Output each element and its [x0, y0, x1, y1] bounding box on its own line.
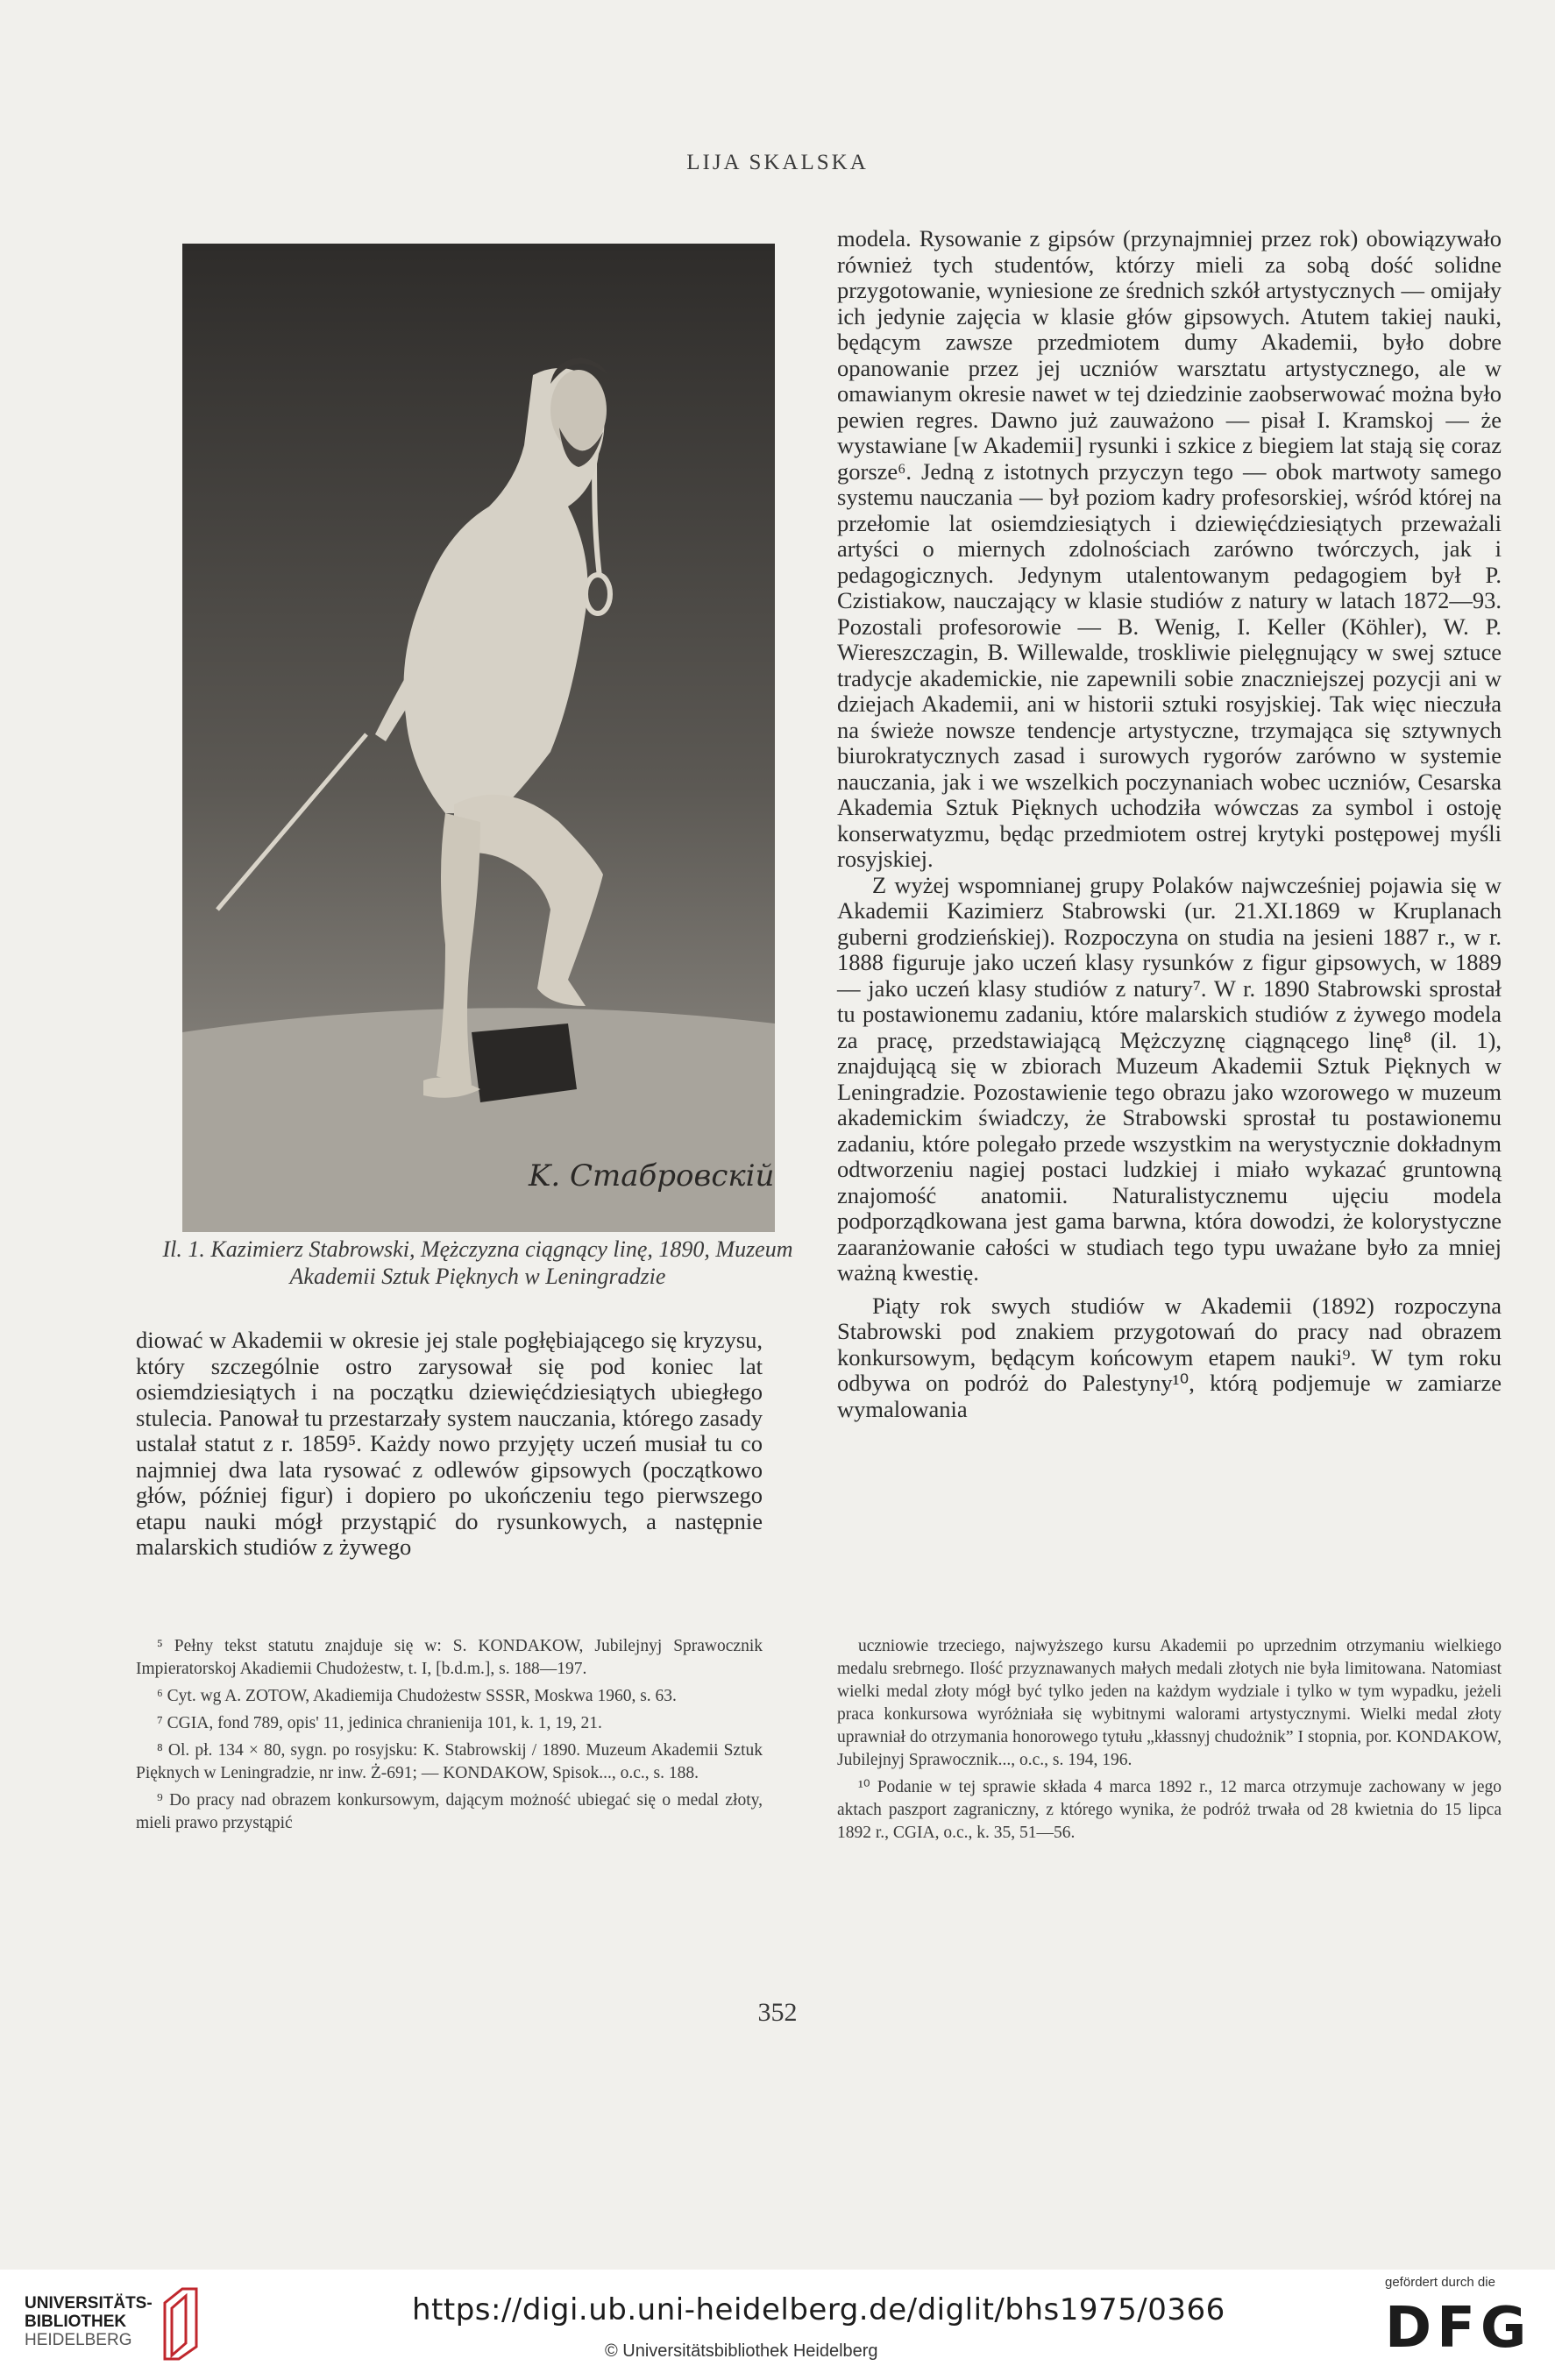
footnote: uczniowie trzeciego, najwyższego kursu Akademii po uprzednim otrzymaniu wielkiego medalu srebrnego. Ilość przyznawanych małych medali złotych nie była limitowana. Natomiast wielki medal złoty mógł być tylko jeden na każdym wydziale i tylko w tym wypadku, jeżeli praca konkursowa wyróżniała się wybitnymi walorami artystycznymi. Wielki medal złoty uprawniał do otrzymania honorowego tytułu „kłassnyj chudożnik” I stopnia, por. KONDAKOW, Jubilejnyj Sprawocznik..., o.c., s. 194, 196. — [837, 1637, 1502, 1769]
body-paragraph: Piąty rok swych studiów w Akademii (1892) rozpoczyna Stabrowski pod znakiem przygotowań do pracy nad obrazem konkursowym, będącym końcowym etapem nauki⁹. W tym roku odbywa on podróż do Palestyny¹⁰, którą podjemuje w zamiarze wymalowania — [837, 1292, 1502, 1422]
permalink-url[interactable]: https://digi.ub.uni-heidelberg.de/diglit/bhs1975/0366 — [412, 2292, 1225, 2327]
footnote: ⁷ CGIA, fond 789, opis' 11, jedinica chranienija 101, k. 1, 19, 21. — [157, 1714, 602, 1732]
footnote: ⁵ Pełny tekst statutu znajduje się w: S. KONDAKOW, Jubilejnyj Sprawocznik Impieratorskoj Akadiemii Chudożestw, t. I, [b.d.m.], s. 188—197. — [136, 1637, 763, 1678]
footnote: ⁸ Ol. pł. 134 × 80, sygn. po rosyjsku: K. Stabrowskij / 1890. Muzeum Akademii Sztuk Pięknych w Leningradzie, nr inw. Ż-691; — KONDAKOW, Spisok..., o.c., s. 188. — [136, 1741, 763, 1782]
left-text-column — [136, 1328, 763, 1561]
figure-caption: Il. 1. Kazimierz Stabrowski, Mężczyzna ciągnący linę, 1890, Muzeum Akademii Sztuk Pięknych w Leningradzie — [162, 1236, 793, 1289]
sponsor-label: gefördert durch die — [1385, 2275, 1495, 2290]
dfg-logo[interactable]: DFG — [1385, 2296, 1532, 2361]
running-header: LIJA SKALSKA — [686, 151, 869, 174]
footer-bar — [0, 2270, 1555, 2380]
library-name-line: UNIVERSITÄTS- — [25, 2294, 153, 2313]
footnotes-left — [136, 1635, 763, 1839]
footnotes-right — [837, 1635, 1502, 1849]
footnote: ⁶ Cyt. wg A. ZOTOW, Akadiemija Chudożestw SSSR, Moskwa 1960, s. 63. — [157, 1687, 677, 1705]
library-name-line: HEIDELBERG — [25, 2331, 132, 2349]
body-paragraph: modela. Rysowanie z gipsów (przynajmniej przez rok) obowiązywało również tych studentów, którzy mieli za sobą dość solidne przygotowanie, wyniesione ze średnich szkół artystycznych — omijały ich jedynie zajęcia w klasie głów gipsowych. Atutem takiej nauki, będącym zawsze przedmiotem dumy Akademii, było dobre opanowanie przez jej uczniów warsztatu artystycznego, ale w omawianym okresie nawet w tej dziedzinie zaobserwować można było pewien regres. Dawno już zauważono — pisał I. Kramskoj — że wystawiane [w Akademii] rysunki i szkice z biegiem lat stają się coraz gorsze⁶. Jedną z istotnych przyczyn tego — obok martwoty samego systemu nauczania — był poziom kadry profesorskiej, wśród której na przełomie lat osiemdziesiątych i dziewięćdziesiątych przeważali artyści o miernych zdolnościach zarówno twórczych, jak i pedagogicznych. Jedynym utalentowanym pedagogiem był P. Czistiakow, nauczający w klasie studiów z natury w latach 1872—93. Pozostali profesorowie — B. Wenig, I. Keller (Köhler), W. P. Wiereszczagin, B. Willewalde, troskliwie pielęgnujący w swej sztuce tradycje akademickie, nie zapewnili sobie znaczniejszej pozycji ani w dziejach Akademii, ani w historii sztuki rosyjskiej. Tak więc nieczuła na świeże nowsze tendencje artystyczne, trzymająca się sztywnych biurokratycznych zasad i surowych rygorów zarówno w systemie nauczania, jak i we wszelkich poczynaniach wobec uczniów, Cesarska Akademia Sztuk Pięknych uchodziła wówczas za symbol i ostoję konserwatyzmu, będąc przedmiotem ostrej krytyki postępowej myśli rosyjskiej. — [837, 225, 1502, 872]
body-paragraph: Z wyżej wspomnianej grupy Polaków najwcześniej pojawia się w Akademii Kazimierz Stabrowski (ur. 21.XI.1869 w Kruplanach guberni grodzieńskiej). Rozpoczyna on studia na jesieni 1887 r., w r. 1888 figuruje jako uczeń klasy rysunków z figur gipsowych, w 1889 — jako uczeń klasy studiów z natury⁷. W r. 1890 Stabrowski sprostał tu postawionemu zadaniu, które malarskich studiów z żywego modela za pracę, przedstawiającą Mężczyznę ciągnącego linę⁸ (il. 1), znajdującą się w zbiorach Muzeum Akademii Sztuk Pięknych w Leningradzie. Pozostawienie tego obrazu jako wzorowego w muzeum akademickim świadczy, że Strabowski sprostał tu postawionemu zadaniu, które polegało przede wszystkim na werystycznie dokładnym odtworzeniu nagiej postaci ludzkiej i miało wykazać gruntowną znajomość anatomii. Naturalistycznemu ujęciu modela podporządkowana jest gama barwna, która dowodzi, że kolorystyczne zaaranżowanie całości w studiach tego typu uważane było za mniej ważną kwestię. — [837, 871, 1502, 1286]
footnote: ¹⁰ Podanie w tej sprawie składa 4 marca 1892 r., 12 marca otrzymuje zachowany w jego aktach paszport zagraniczny, z którego wynika, że podróż trwała od 28 kwietnia do 15 lipca 1892 r., CGIA, o.c., k. 35, 51—56. — [837, 1778, 1502, 1842]
painting-signature: K. Стабровскій — [529, 1158, 775, 1194]
right-text-column — [837, 226, 1502, 1422]
library-logo[interactable] — [25, 2294, 153, 2349]
library-emblem-icon — [161, 2285, 200, 2362]
painting-image — [182, 244, 775, 1232]
footnote: ⁹ Do pracy nad obrazem konkursowym, dającym możność ubiegać się o medal złoty, mieli prawo przystąpić — [136, 1791, 763, 1832]
copyright-notice: © Universitätsbibliothek Heidelberg — [605, 2341, 878, 2361]
page-number: 352 — [757, 1998, 798, 2027]
painting-figure — [182, 244, 775, 1232]
body-paragraph: diować w Akademii w okresie jej stale pogłębiającego się kryzysu, który szczególnie ostro zarysował się pod koniec lat osiemdziesiątych i na początku dziewięćdziesiątych ubiegłego stulecia. Panował tu przestarzały system nauczania, którego zasady ustalał statut z r. 1859⁵. Każdy nowo przyjęty uczeń musiał tu co najmniej dwa lata rysować z odlewów gipsowych (początkowo głów, później figur) i dopiero po ukończeniu tego pierwszego etapu nauki mógł przystąpić do rysunkowych, a następnie malarskich studiów z żywego — [136, 1327, 763, 1560]
library-name-line: BIBLIOTHEK — [25, 2313, 127, 2331]
